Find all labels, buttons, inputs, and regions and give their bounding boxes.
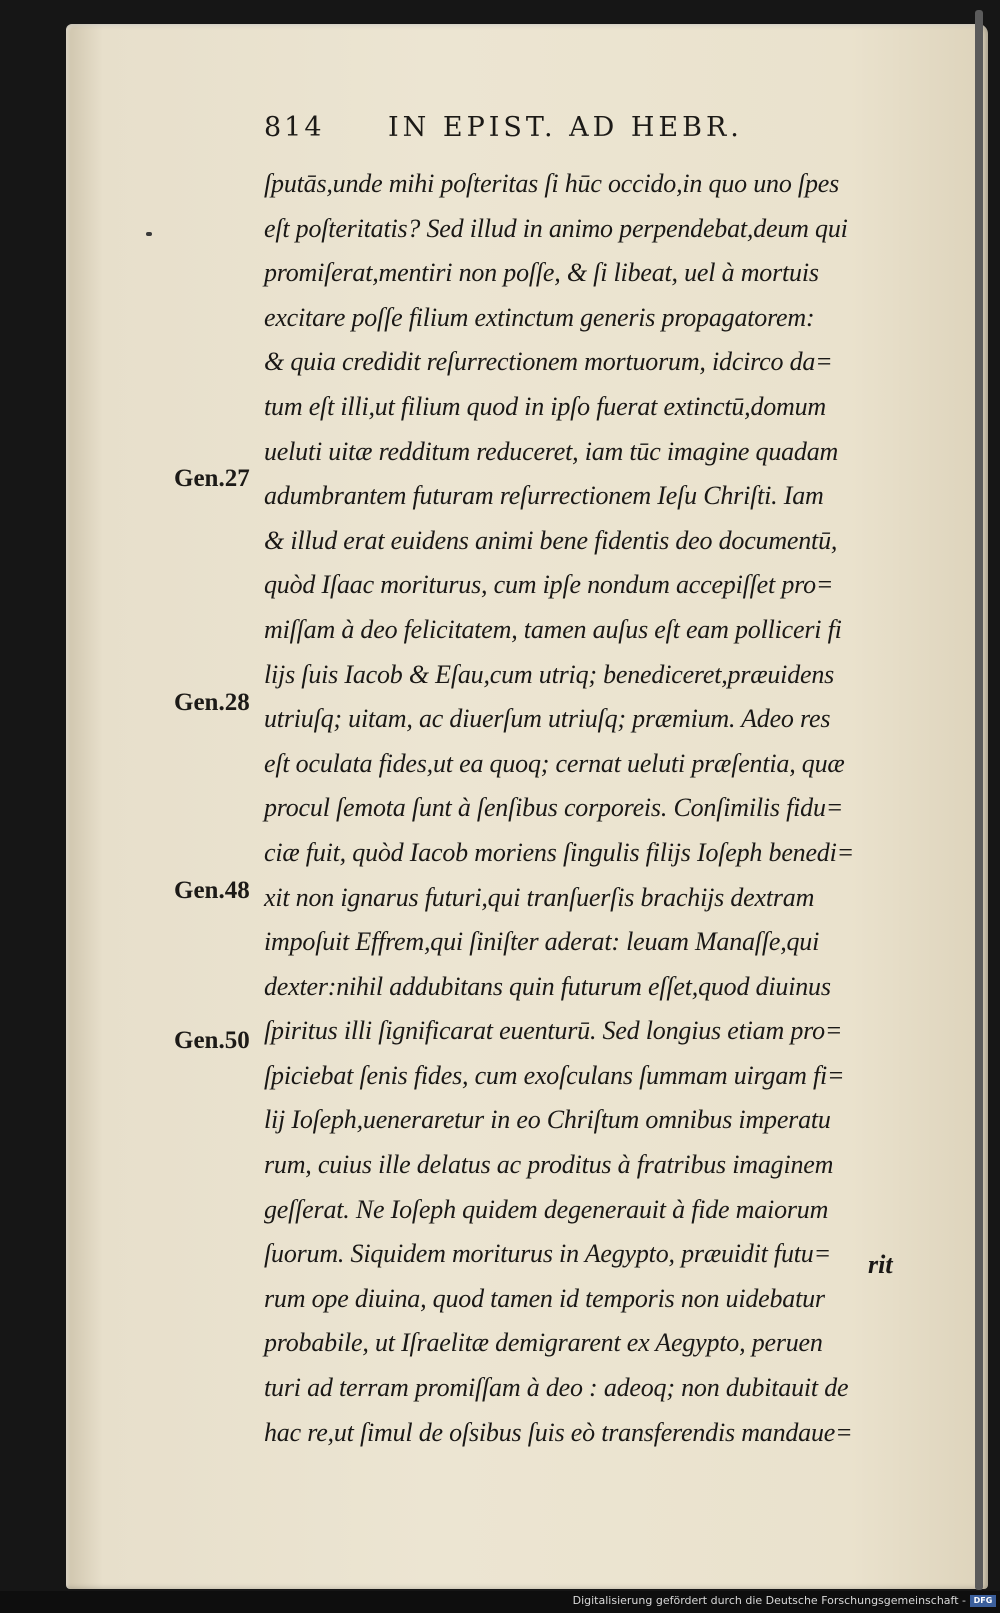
text-line: ueluti uitæ redditum reduceret, iam tūc imagine quadam — [264, 436, 839, 466]
page-number: 814 — [264, 112, 325, 143]
text-line: adumbrantem futuram reſurrectionem Ieſu Chriſti. Iam — [264, 481, 824, 511]
margin-note-gen50: Gen.50 — [174, 1027, 250, 1054]
text-line: lijs ſuis Iacob & Eſau,cum utriq; benediceret,præuidens — [264, 659, 835, 689]
text-line: geſſerat. Ne Ioſeph quidem degenerauit à fide maiorum — [264, 1194, 829, 1224]
text-line: miſſam à deo felicitatem, tamen auſus eſt eam polliceri fi — [264, 614, 842, 644]
text-line: ſputās,unde mihi poſteritas ſi hūc occido,in quo uno ſpes — [264, 169, 839, 198]
page-header — [264, 112, 824, 152]
text-line: rum ope diuina, quod tamen id temporis non uidebatur — [264, 1283, 825, 1313]
text-line: eſt oculata fides,ut ea quoq; cernat ueluti præſentia, quæ — [264, 748, 845, 778]
footer-bar — [0, 1591, 1000, 1613]
text-line: lij Ioſeph,ueneraretur in eo Chriſtum omnibus imperatu — [264, 1105, 831, 1135]
catchword: rit — [868, 1250, 893, 1279]
text-line: rum, cuius ille delatus ac proditus à fratribus imaginem — [264, 1150, 834, 1180]
body-text — [264, 162, 904, 1455]
text-line: ſpiritus illi ſignificarat euenturū. Sed longius etiam pro= — [264, 1016, 843, 1046]
margin-note-gen28: Gen.28 — [174, 689, 250, 716]
margin-note-gen48: Gen.48 — [174, 877, 250, 904]
running-head: IN EPIST. AD HEBR. — [388, 112, 743, 143]
page-fold-edge — [975, 10, 983, 1590]
text-line: & quia credidit reſurrectionem mortuorum, idcirco da= — [264, 347, 833, 377]
text-line: probabile, ut Iſraelitæ demigrarent ex Aegypto, peruen — [264, 1328, 823, 1358]
footer-credit: Digitalisierung gefördert durch die Deutsche Forschungsgemeinschaft - — [572, 1594, 966, 1607]
text-line: hac re,ut ſimul de oſsibus ſuis eò transferendis mandaue= — [264, 1417, 853, 1447]
text-line: tum eſt illi,ut filium quod in ipſo fuerat extinctū,domum — [264, 391, 826, 421]
text-line: impoſuit Effrem,qui ſiniſter aderat: leuam Manaſſe,qui — [264, 927, 820, 957]
text-line: procul ſemota ſunt à ſenſibus corporeis. Conſimilis fidu= — [264, 793, 844, 823]
text-line: xit non ignarus futuri,qui tranſuerſis brachijs dextram — [264, 882, 815, 912]
ink-spot — [146, 232, 152, 236]
margin-note-gen27: Gen.27 — [174, 465, 250, 492]
text-line: promiſerat,mentiri non poſſe, & ſi libeat, uel à mortuis — [264, 258, 819, 288]
text-line: eſt poſteritatis? Sed illud in animo perpendebat,deum qui — [264, 213, 848, 243]
text-line: turi ad terram promiſſam à deo : adeoq; non dubitauit de — [264, 1373, 849, 1403]
text-line: dexter:nihil addubitans quin futurum eſſet,quod diuinus — [264, 971, 831, 1001]
text-line: utriuſq; uitam, ac diuerſum utriuſq; præmium. Adeo res — [264, 704, 831, 734]
text-line: ciæ fuit, quòd Iacob moriens ſingulis filijs Ioſeph benedi= — [264, 837, 854, 867]
text-line: & illud erat euidens animi bene fidentis deo documentū, — [264, 525, 838, 555]
dfg-logo: DFG — [970, 1595, 996, 1607]
text-line: ſpiciebat ſenis fides, cum exoſculans ſummam uirgam fi= — [264, 1060, 845, 1090]
text-line: excitare poſſe filium extinctum generis propagatorem: — [264, 302, 815, 332]
text-line: ſuorum. Siquidem moriturus in Aegypto, præuidit futu= — [264, 1239, 831, 1269]
text-line: quòd Iſaac moriturus, cum ipſe nondum accepiſſet pro= — [264, 570, 834, 600]
